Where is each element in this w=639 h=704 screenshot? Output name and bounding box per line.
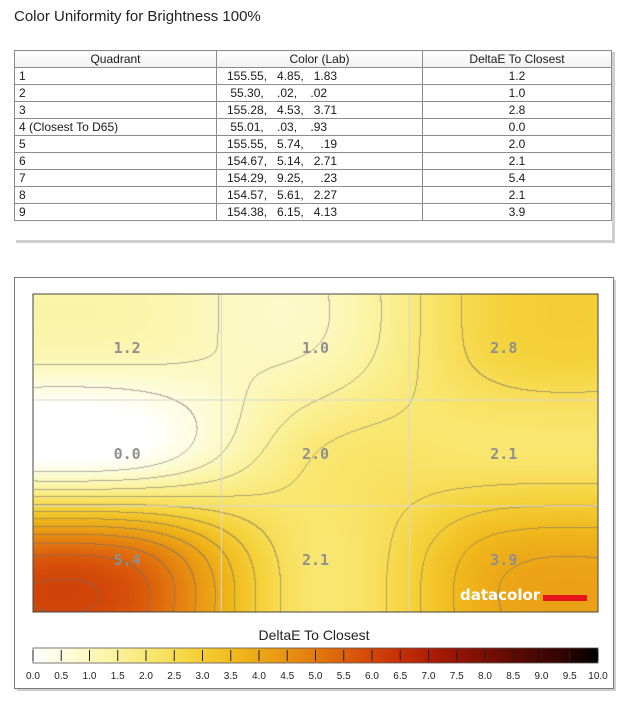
table-row (15, 187, 612, 204)
page-title: Color Uniformity for Brightness 100% (14, 8, 261, 25)
cell-label: 1.2 (113, 339, 141, 357)
table-shadow (16, 240, 615, 243)
deltae-cell: 2.1 (423, 153, 612, 170)
colorbar-tick-label: 9.5 (562, 671, 577, 682)
deltae-cell: 2.0 (423, 136, 612, 153)
colorbar-tick-label: 0.5 (54, 671, 69, 682)
colorbar-tick-label: 7.5 (449, 671, 464, 682)
deltae-cell: 1.2 (423, 68, 612, 85)
table-row (15, 85, 612, 102)
colorbar-tick-label: 1.0 (82, 671, 97, 682)
deltae-cell: 0.0 (423, 119, 612, 136)
colorbar-tick-label: 2.0 (139, 671, 153, 682)
cell-label: 2.1 (301, 551, 330, 569)
deltae-cell: 2.8 (423, 102, 612, 119)
colorbar-tick-label: 4.5 (280, 671, 295, 682)
colorbar-tick-label: 9.0 (534, 671, 549, 682)
cell-label: 0.0 (113, 445, 141, 463)
cell-label: 2.1 (490, 445, 518, 463)
quadrant-cell: 6 (15, 153, 217, 170)
color-lab-cell: 155.28, 4.53, 3.71 (217, 102, 423, 119)
colorbar-tick-label: 8.5 (506, 671, 521, 682)
colorbar-tick-label: 2.5 (167, 671, 182, 682)
table-header-row (15, 51, 612, 68)
colorbar-tick-label: 4.0 (252, 671, 266, 682)
quadrant-cell: 9 (15, 204, 217, 221)
table-row (15, 119, 612, 136)
colorbar-tick-label: 6.5 (393, 671, 408, 682)
cell-label: 5.4 (113, 551, 141, 569)
col-header-deltae: DeltaE To Closest (423, 51, 612, 68)
quadrant-cell: 8 (15, 187, 217, 204)
color-lab-cell: 155.55, 5.74, .19 (217, 136, 423, 153)
color-lab-cell: 154.57, 5.61, 2.27 (217, 187, 423, 204)
colorbar-tick-label: 10.0 (588, 671, 608, 682)
datacolor-watermark: datacolor (460, 586, 541, 604)
uniformity-chart-frame (14, 277, 614, 689)
color-lab-cell: 55.01, .03, .93 (217, 119, 423, 136)
color-lab-cell: 155.55, 4.85, 1.83 (217, 68, 423, 85)
cell-label: 2.0 (301, 445, 330, 463)
colorbar-tick-label: 3.5 (223, 671, 238, 682)
colorbar-tick-label: 8.0 (478, 671, 492, 682)
colorbar-tick-label: 0.0 (26, 671, 40, 682)
colorbar-title: DeltaE To Closest (258, 627, 370, 643)
col-header-quadrant: Quadrant (15, 51, 217, 68)
color-lab-cell: 154.29, 9.25, .23 (217, 170, 423, 187)
deltae-cell: 5.4 (423, 170, 612, 187)
table-shadow (612, 52, 615, 242)
datacolor-watermark-bar (543, 595, 587, 601)
deltae-cell: 1.0 (423, 85, 612, 102)
colorbar-tick-label: 1.5 (110, 671, 125, 682)
color-lab-cell: 154.67, 5.14, 2.71 (217, 153, 423, 170)
table-row (15, 68, 612, 85)
quadrant-cell: 2 (15, 85, 217, 102)
cell-label: 2.8 (490, 339, 518, 357)
table-row (15, 170, 612, 187)
quadrant-cell: 3 (15, 102, 217, 119)
col-header-color-lab: Color (Lab) (217, 51, 423, 68)
quadrant-cell: 7 (15, 170, 217, 187)
colorbar-tick-label: 5.5 (336, 671, 351, 682)
deltae-cell: 2.1 (423, 187, 612, 204)
table-row (15, 136, 612, 153)
cell-label: 1.0 (301, 339, 330, 357)
quadrant-cell: 4 (Closest To D65) (15, 119, 217, 136)
color-lab-cell: 154.38, 6.15, 4.13 (217, 204, 423, 221)
deltae-cell: 3.9 (423, 204, 612, 221)
quadrant-cell: 1 (15, 68, 217, 85)
colorbar-tick-label: 3.0 (195, 671, 210, 682)
table-row (15, 204, 612, 221)
uniformity-chart (15, 278, 613, 688)
color-lab-cell: 55.30, .02, .02 (217, 85, 423, 102)
quadrant-cell: 5 (15, 136, 217, 153)
table-row (15, 102, 612, 119)
colorbar-tick-label: 7.0 (421, 671, 436, 682)
cell-label: 3.9 (490, 551, 518, 569)
table-row (15, 153, 612, 170)
colorbar-tick-label: 5.0 (308, 671, 323, 682)
uniformity-table (14, 50, 612, 221)
colorbar-tick-label: 6.0 (365, 671, 379, 682)
